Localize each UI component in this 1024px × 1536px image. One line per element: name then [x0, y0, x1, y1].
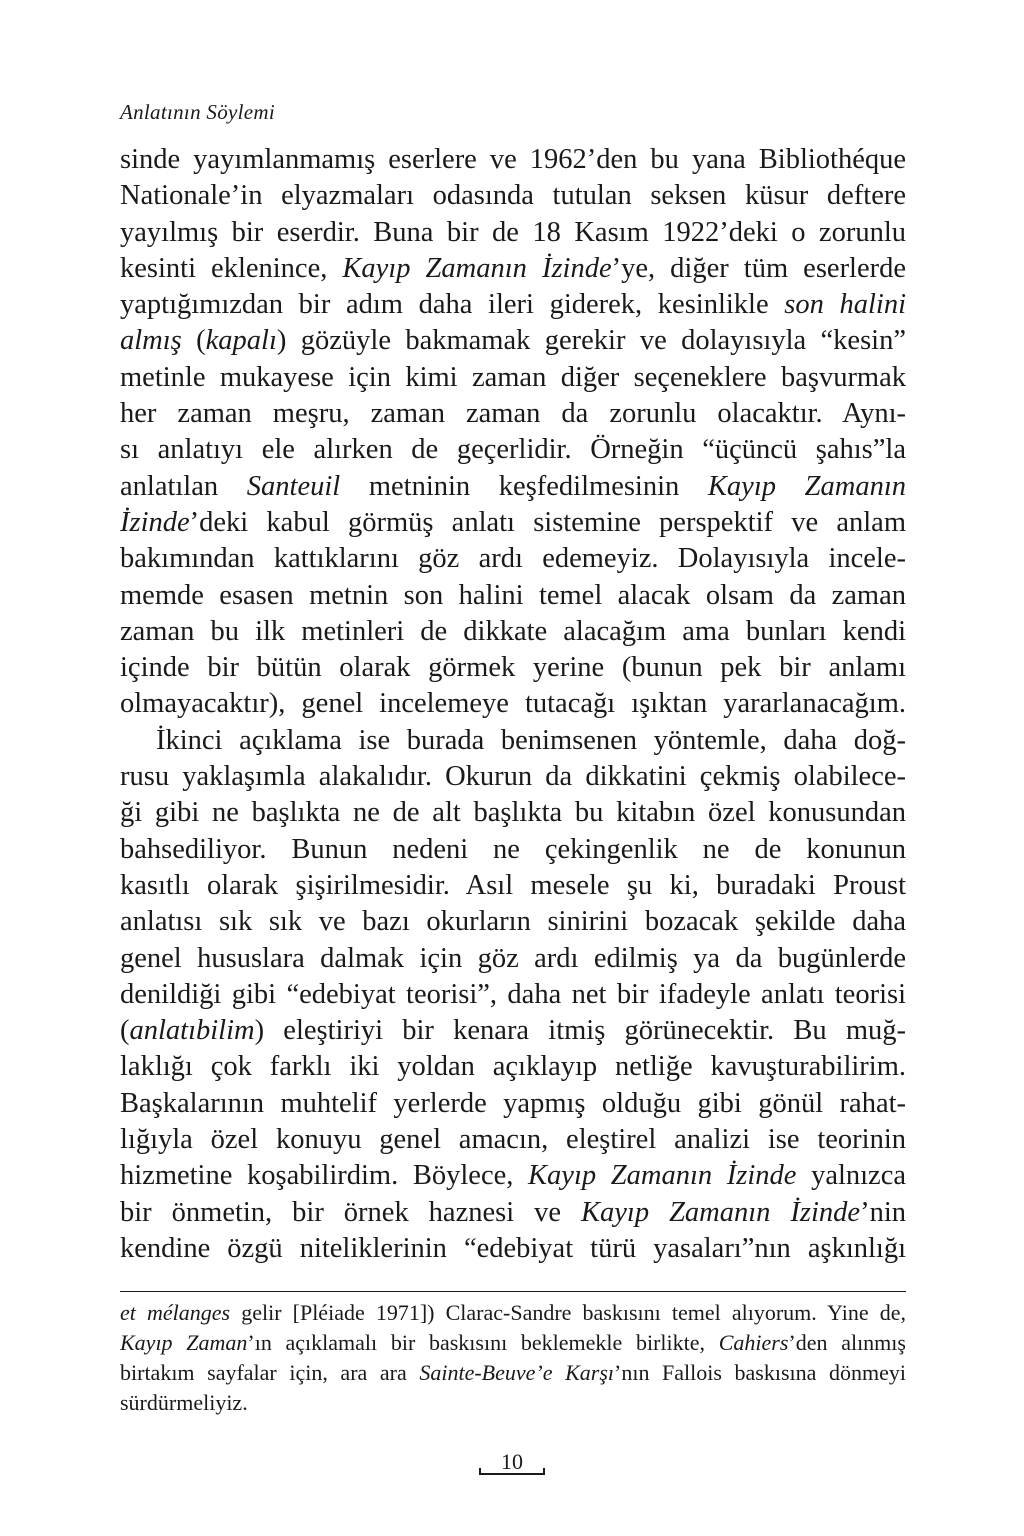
text-line	[120, 977, 906, 1013]
italic-text: Kayıp Zamanın İzinde	[581, 1196, 861, 1228]
text-line	[120, 1231, 906, 1267]
text-segment: sürdürmeliyiz.	[120, 1390, 248, 1415]
text-line	[120, 178, 906, 214]
text-line	[120, 1122, 906, 1158]
text-segment: ’deki kabul görmüş anlatı sistemine perspektif ve anlam	[189, 506, 906, 538]
text-segment: hizmetine koşabilirdim. Böylece,	[120, 1160, 529, 1192]
text-segment: (	[181, 325, 206, 357]
text-segment: Nationale’in elyazmaları odasında tutulan seksen küsur deftere	[120, 180, 906, 212]
text-line	[120, 251, 906, 287]
text-segment: birtakım sayfalar için, ara ara	[120, 1360, 420, 1385]
text-line	[120, 868, 906, 904]
italic-text: Kayıp Zaman	[120, 1330, 248, 1355]
text-segment: kendine özgü niteliklerinin “edebiyat türü yasaları”nın aşkınlığı	[120, 1232, 906, 1264]
text-segment: ’ye, diğer tüm eserlerde	[611, 252, 906, 284]
text-line	[120, 1049, 906, 1085]
text-segment: memde esasen metnin son halini temel alacak olsam da zaman	[120, 579, 906, 611]
italic-text: anlatıbilim	[129, 1015, 255, 1047]
italic-text: Kayıp Zamanın İzinde	[528, 1160, 797, 1192]
text-segment: ) gözüyle bakmamak gerekir ve dolayısıyla “kesin”	[276, 325, 906, 357]
text-segment: ’ın açıklamalı bir baskısını beklemekle birlikte,	[247, 1330, 719, 1355]
text-line	[120, 614, 906, 650]
text-line	[120, 469, 906, 505]
text-line	[120, 650, 906, 686]
text-line	[120, 541, 906, 577]
italic-text: Santeuil	[246, 470, 341, 502]
text-line	[120, 1013, 906, 1049]
running-head: Anlatının Söylemi	[120, 100, 275, 124]
text-segment: (	[120, 1015, 130, 1047]
page-number-block	[479, 1448, 545, 1476]
text-segment: kesinti eklenince,	[120, 252, 343, 284]
italic-text: Cahiers	[718, 1330, 789, 1355]
text-segment: metinle mukayese için kimi zaman diğer seçeneklere başvurmak	[120, 361, 906, 393]
italic-text: son halini	[784, 289, 906, 321]
text-segment: yayılmış bir eserdir. Buna bir de 18 Kasım 1922’deki o zorunlu	[120, 216, 906, 248]
text-line	[120, 215, 906, 251]
italic-text: Kayıp Zamanın	[707, 470, 906, 502]
text-segment: anlatısı sık sık ve bazı okurların sinirini bozacak şekilde daha	[120, 906, 906, 938]
page-number-ornament	[479, 1473, 545, 1475]
text-line	[120, 396, 906, 432]
text-line	[120, 759, 906, 795]
text-line	[120, 360, 906, 396]
italic-text: et mélanges	[120, 1300, 231, 1325]
text-line	[120, 904, 906, 940]
text-line	[120, 505, 906, 541]
footnote-line	[120, 1358, 906, 1388]
text-line	[120, 723, 906, 759]
text-segment: denildiği gibi “edebiyat teorisi”, daha net bir ifadeyle anlatı teorisi	[120, 978, 906, 1010]
text-line	[120, 1086, 906, 1122]
body-text	[120, 142, 906, 1267]
text-segment: metninin keşfedilmesinin	[340, 470, 708, 502]
italic-text: Kayıp Zamanın İzinde	[342, 252, 612, 284]
text-segment: genel hususlara dalmak için göz ardı edilmiş ya da bugünlerde	[120, 942, 906, 974]
text-segment: anlatılan	[120, 470, 247, 502]
text-segment: zaman bu ilk metinleri de dikkate alacağım ama bunları kendi	[120, 615, 906, 647]
text-line	[120, 941, 906, 977]
text-line	[120, 578, 906, 614]
text-segment: kasıtlı olarak şişirilmesidir. Asıl mesele şu ki, buradaki Proust	[120, 869, 906, 901]
text-line	[120, 287, 906, 323]
text-segment: bakımından kattıklarını göz ardı edemeyiz. Dolayısıyla incele-	[120, 543, 906, 575]
text-segment: gelir [Pléiade 1971]) Clarac-Sandre baskısını temel alıyorum. Yine de,	[230, 1300, 906, 1325]
text-line	[120, 1158, 906, 1194]
text-line	[120, 323, 906, 359]
footnote-line	[120, 1388, 906, 1418]
text-line	[120, 142, 906, 178]
page-number: 10	[501, 1449, 523, 1474]
footnote	[120, 1298, 906, 1418]
text-line	[120, 686, 906, 722]
footnote-line	[120, 1328, 906, 1358]
text-segment: yaptığımızdan bir adım daha ileri giderek, kesinlikle	[120, 289, 785, 321]
text-segment: ) eleştiriyi bir kenara itmiş görünecektir. Bu muğ-	[254, 1015, 906, 1047]
text-line	[120, 832, 906, 868]
text-segment: rusu yaklaşımla alakalıdır. Okurun da dikkatini çekmiş olabilece-	[120, 761, 906, 793]
footnote-rule	[120, 1291, 906, 1292]
text-segment: sı anlatıyı ele alırken de geçerlidir. Örneğin “üçüncü şahıs”la	[120, 434, 906, 466]
italic-text: Sainte-Beuve’e Karşı	[419, 1360, 614, 1385]
text-segment: her zaman meşru, zaman zaman da zorunlu olacaktır. Aynı-	[120, 398, 906, 430]
text-segment: olmayacaktır), genel incelemeye tutacağı ışıktan yararlanacağım.	[120, 688, 906, 720]
text-segment: lığıyla özel konuyu genel amacın, eleştirel analizi ise teorinin	[120, 1124, 906, 1156]
text-segment: içinde bir bütün olarak görmek yerine (bunun pek bir anlamı	[120, 652, 906, 684]
text-segment: Başkalarının muhtelif yerlerde yapmış olduğu gibi gönül rahat-	[120, 1087, 906, 1119]
text-segment: ’den alınmış	[788, 1330, 906, 1355]
text-line	[120, 795, 906, 831]
footnote-line	[120, 1298, 906, 1328]
text-segment: ği gibi ne başlıkta ne de alt başlıkta bu kitabın özel konusundan	[120, 797, 906, 829]
text-segment: bir önmetin, bir örnek haznesi ve	[120, 1196, 582, 1228]
italic-text: İzinde	[120, 506, 190, 538]
text-segment: yalnızca	[796, 1160, 906, 1192]
text-segment: ’nın Fallois baskısına dönmeyi	[614, 1360, 906, 1385]
italic-text: kapalı	[205, 325, 277, 357]
text-segment: laklığı çok farklı iki yoldan açıklayıp netliğe kavuşturabilirim.	[120, 1051, 906, 1083]
text-line	[120, 1195, 906, 1231]
text-line	[120, 432, 906, 468]
text-segment: İkinci açıklama ise burada benimsenen yöntemle, daha doğ-	[156, 724, 906, 756]
text-segment: ’nin	[860, 1196, 906, 1228]
italic-text: almış	[120, 325, 182, 357]
text-segment: sinde yayımlanmamış eserlere ve 1962’den bu yana Bibliothéque	[120, 144, 906, 175]
text-segment: bahsediliyor. Bunun nedeni ne çekingenlik ne de konunun	[120, 833, 906, 865]
